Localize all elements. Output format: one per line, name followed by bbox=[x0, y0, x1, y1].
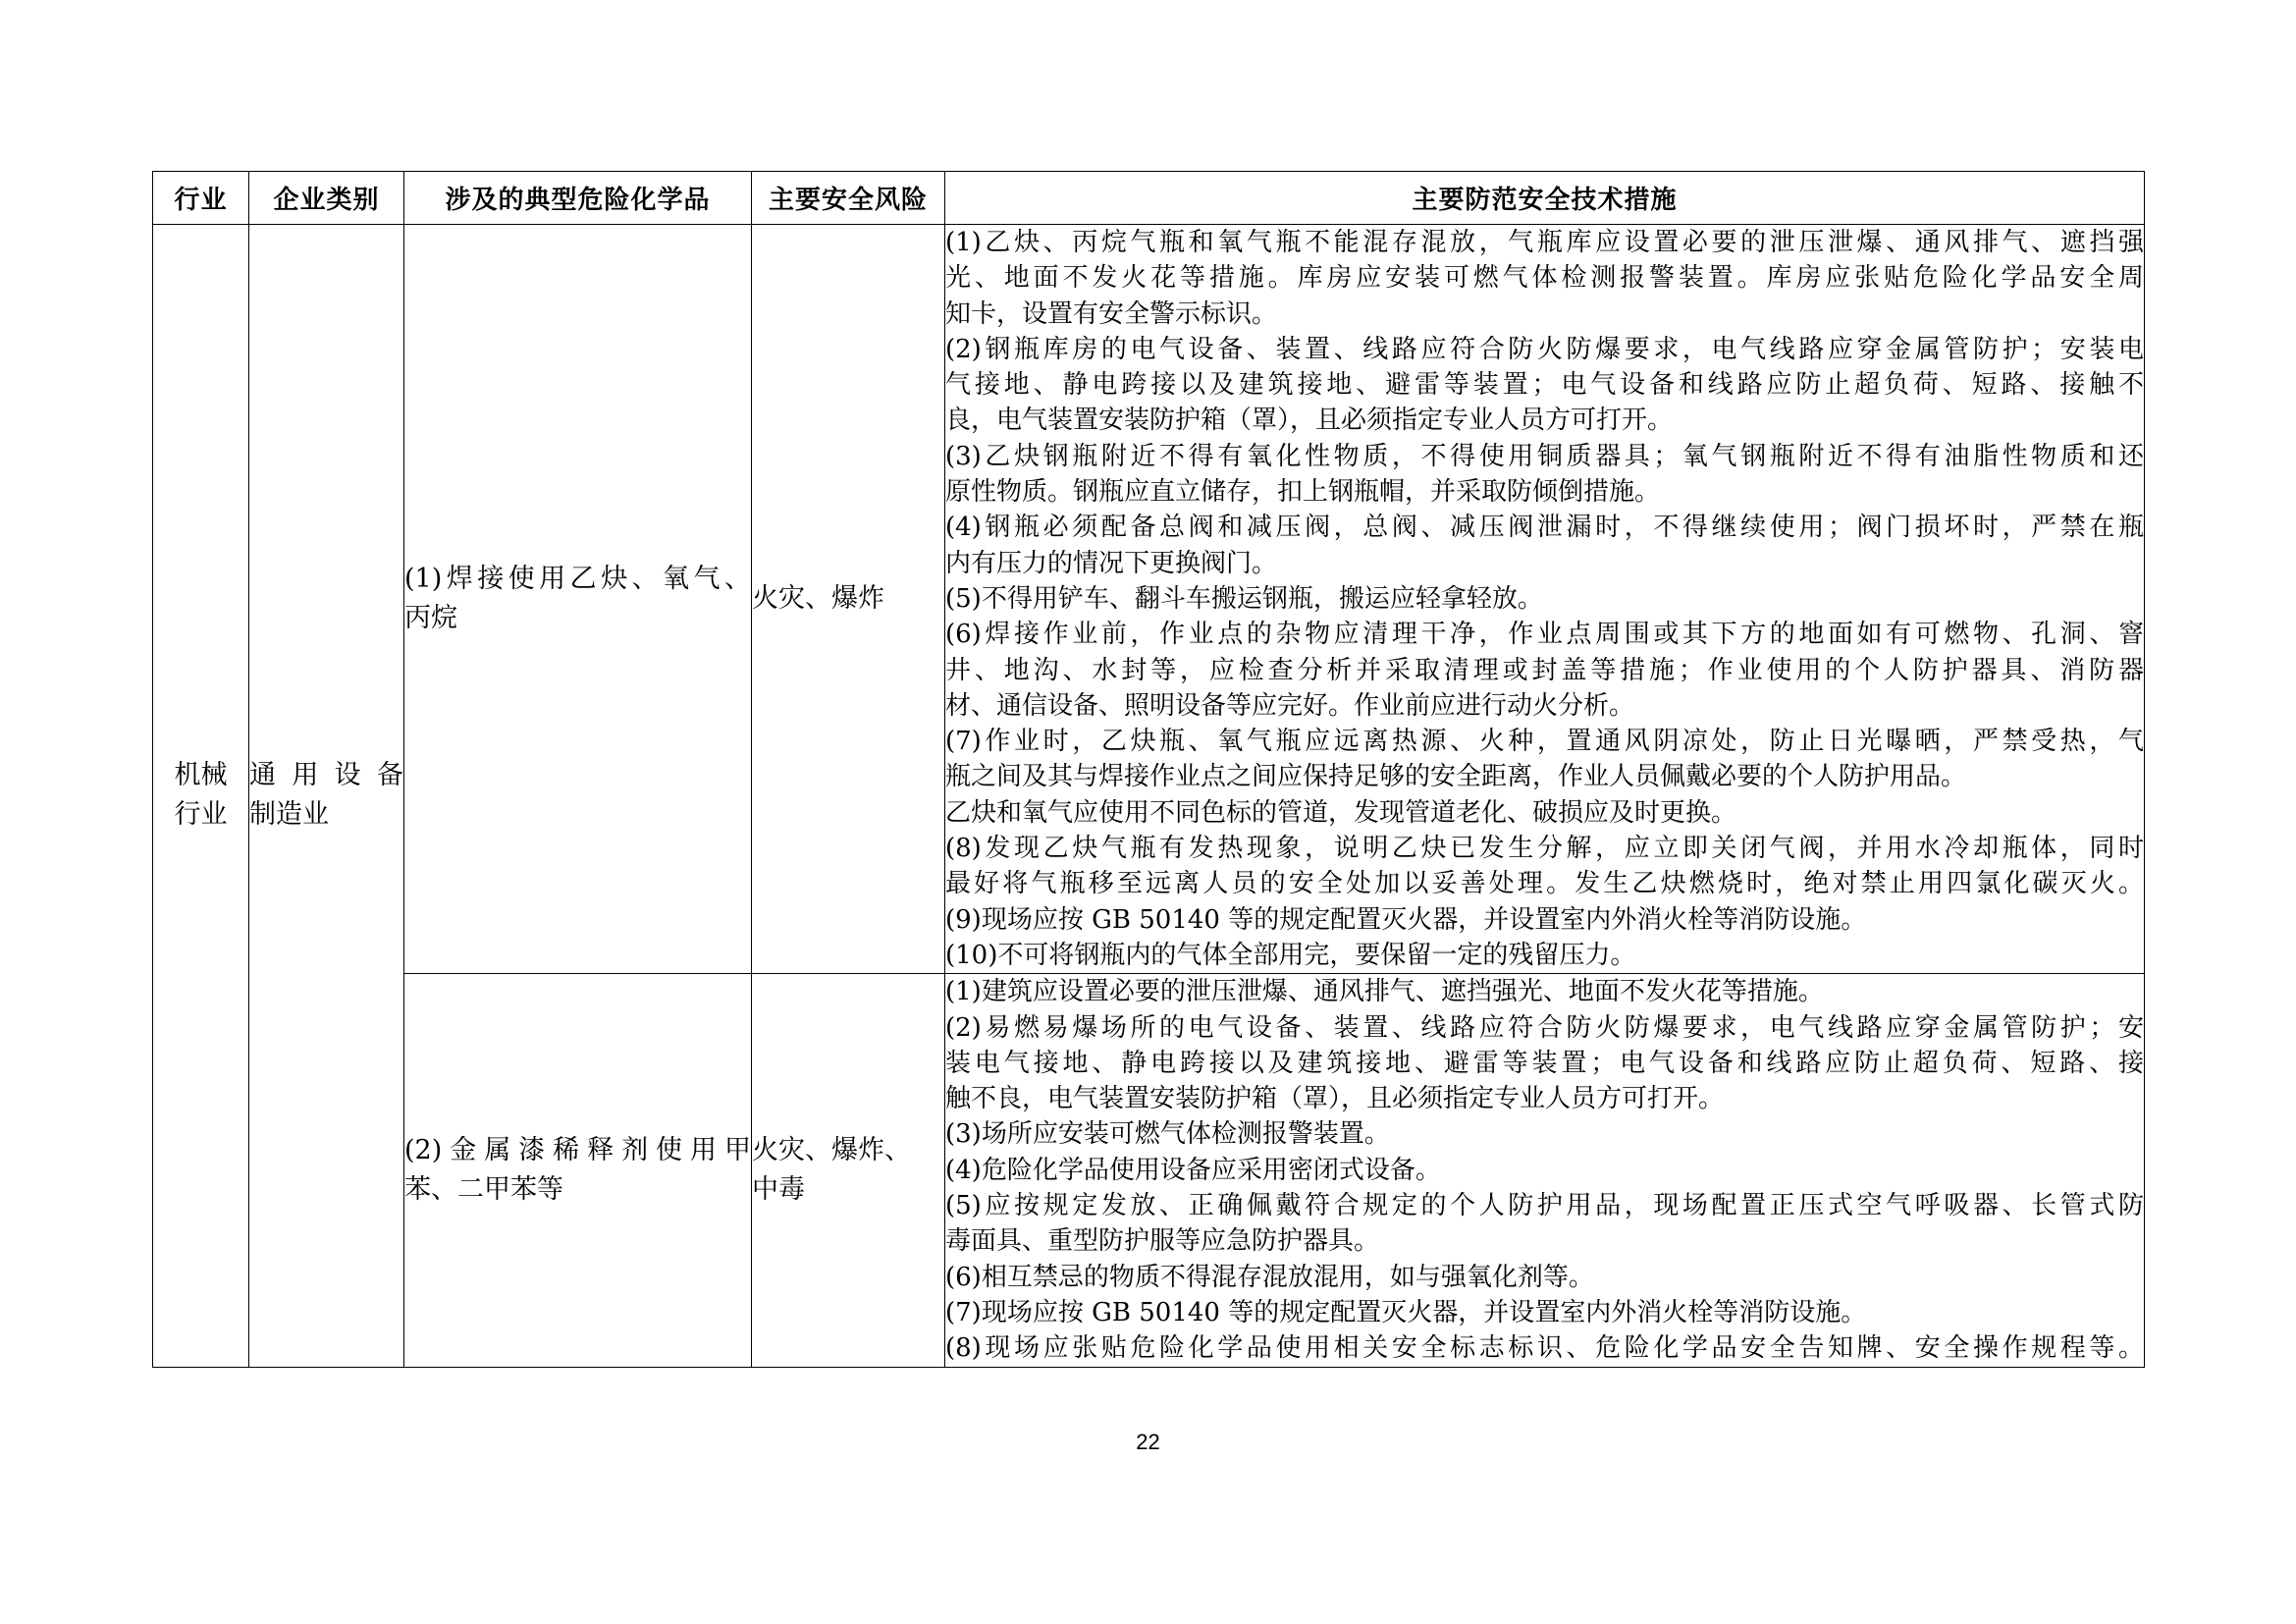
risk-line: 火灾、爆炸、 bbox=[752, 1134, 911, 1165]
measure-line: 井、地沟、水封等，应检查分析并采取清理或封盖等措施；作业使用的个人防护器具、消防器 bbox=[945, 655, 2144, 685]
chemicals-line: (1)焊接使用乙炔、氧气、 bbox=[404, 564, 751, 595]
chemicals-cell bbox=[404, 974, 752, 1367]
measure-line: 原性物质。钢瓶应直立储存，扣上钢瓶帽，并采取防倾倒措施。 bbox=[945, 477, 1661, 508]
measure-line: 装电气接地、静电跨接以及建筑接地、避雷等装置；电气设备和线路应防止超负荷、短路、接 bbox=[945, 1048, 2144, 1078]
measure-line: 最好将气瓶移至远离人员的安全处加以妥善处理。发生乙炔燃烧时，绝对禁止用四氯化碳灭火。 bbox=[945, 869, 2144, 899]
measure-line: (5)应按规定发放、正确佩戴符合规定的个人防护用品，现场配置正压式空气呼吸器、长管式防 bbox=[945, 1191, 2144, 1221]
industry-cell bbox=[153, 225, 249, 1368]
measure-line: 乙炔和氧气应使用不同色标的管道，发现管道老化、破损应及时更换。 bbox=[945, 797, 1737, 828]
category-cell bbox=[249, 225, 404, 1368]
category-line: 制造业 bbox=[249, 799, 329, 831]
header-industry: 行业 bbox=[153, 172, 249, 225]
table-header-row bbox=[153, 172, 2145, 225]
measure-line: (3)乙炔钢瓶附近不得有氧化性物质，不得使用铜质器具；氧气钢瓶附近不得有油脂性物质和还 bbox=[945, 441, 2144, 471]
table-row bbox=[153, 225, 2145, 974]
measure-line: (9)现场应按 GB 50140 等的规定配置灭火器，并设置室内外消火栓等消防设施。 bbox=[945, 904, 1867, 935]
measures-cell bbox=[945, 974, 2145, 1367]
table-row bbox=[153, 974, 2145, 1367]
measure-line: 光、地面不发火花等措施。库房应安装可燃气体检测报警装置。库房应张贴危险化学品安全周 bbox=[945, 263, 2144, 294]
measures-cell bbox=[945, 225, 2145, 974]
chemicals-line: 丙烷 bbox=[404, 603, 457, 634]
header-risk: 主要安全风险 bbox=[752, 172, 945, 225]
measure-line: 内有压力的情况下更换阀门。 bbox=[945, 548, 1278, 578]
measure-line: 毒面具、重型防护服等应急防护器具。 bbox=[945, 1226, 1380, 1257]
page-number: 22 bbox=[1136, 1430, 1160, 1454]
measure-line: (4)钢瓶必须配备总阀和减压阀，总阀、减压阀泄漏时，不得继续使用；阀门损坏时，严禁在瓶 bbox=[945, 513, 2144, 543]
measure-line: 触不良，电气装置安装防护箱（罩），且必须指定专业人员方可打开。 bbox=[945, 1084, 1725, 1114]
industry-line: 机械 bbox=[174, 760, 228, 791]
measure-line: (7)作业时，乙炔瓶、氧气瓶应远离热源、火种，置通风阴凉处，防止日光曝晒，严禁受热，气 bbox=[945, 727, 2144, 757]
measure-line: 瓶之间及其与焊接作业点之间应保持足够的安全距离，作业人员佩戴必要的个人防护用品。 bbox=[945, 762, 1967, 792]
measure-line: (8)发现乙炔气瓶有发热现象，说明乙炔已发生分解，应立即关闭气阀，并用水冷却瓶体，同时 bbox=[945, 834, 2144, 864]
chemicals-line: 苯、二甲苯等 bbox=[404, 1173, 563, 1205]
measure-line: 材、通信设备、照明设备等应完好。作业前应进行动火分析。 bbox=[945, 690, 1635, 721]
header-measures: 主要防范安全技术措施 bbox=[945, 172, 2145, 225]
measure-line: (6)焊接作业前，作业点的杂物应清理干净，作业点周围或其下方的地面如有可燃物、孔洞、窨 bbox=[945, 620, 2144, 650]
chemicals-line: (2)金属漆稀释剂使用甲 bbox=[404, 1134, 751, 1165]
risk-line: 火灾、爆炸 bbox=[752, 583, 884, 615]
measure-line: (8)现场应张贴危险化学品使用相关安全标志标识、危险化学品安全告知牌、安全操作规程等。 bbox=[945, 1333, 2144, 1364]
risk-cell bbox=[752, 974, 945, 1367]
measure-line: (1)建筑应设置必要的泄压泄爆、通风排气、遮挡强光、地面不发火花等措施。 bbox=[945, 977, 1824, 1007]
measure-line: 良，电气装置安装防护箱（罩），且必须指定专业人员方可打开。 bbox=[945, 406, 1674, 436]
measure-line: (7)现场应按 GB 50140 等的规定配置灭火器，并设置室内外消火栓等消防设施。 bbox=[945, 1297, 1867, 1327]
measure-line: (6)相互禁忌的物质不得混存混放混用，如与强氧化剂等。 bbox=[945, 1262, 1594, 1292]
measure-line: (2)易燃易爆场所的电气设备、装置、线路应符合防火防爆要求，电气线路应穿金属管防护；安 bbox=[945, 1012, 2144, 1043]
measure-line: 知卡，设置有安全警示标识。 bbox=[945, 298, 1278, 329]
measure-line: (5)不得用铲车、翻斗车搬运钢瓶，搬运应轻拿轻放。 bbox=[945, 583, 1543, 614]
risk-line: 中毒 bbox=[752, 1173, 805, 1205]
hazard-measures-table bbox=[152, 171, 2145, 1368]
measure-line: (3)场所应安装可燃气体检测报警装置。 bbox=[945, 1119, 1390, 1150]
header-chemicals: 涉及的典型危险化学品 bbox=[404, 172, 752, 225]
category-line: 通用设备 bbox=[249, 760, 403, 791]
measure-line: (10)不可将钢瓶内的气体全部用完，要保留一定的残留压力。 bbox=[945, 940, 1636, 970]
risk-cell bbox=[752, 225, 945, 974]
header-category: 企业类别 bbox=[249, 172, 404, 225]
measure-line: (1)乙炔、丙烷气瓶和氧气瓶不能混存混放，气瓶库应设置必要的泄压泄爆、通风排气、遮挡强 bbox=[945, 228, 2144, 257]
measure-line: (2)钢瓶库房的电气设备、装置、线路应符合防火防爆要求，电气线路应穿金属管防护；安装电 bbox=[945, 334, 2144, 364]
measure-line: (4)危险化学品使用设备应采用密闭式设备。 bbox=[945, 1155, 1441, 1185]
industry-line: 行业 bbox=[174, 799, 228, 831]
measure-line: 气接地、静电跨接以及建筑接地、避雷等装置；电气设备和线路应防止超负荷、短路、接触不 bbox=[945, 370, 2144, 401]
chemicals-cell bbox=[404, 225, 752, 974]
